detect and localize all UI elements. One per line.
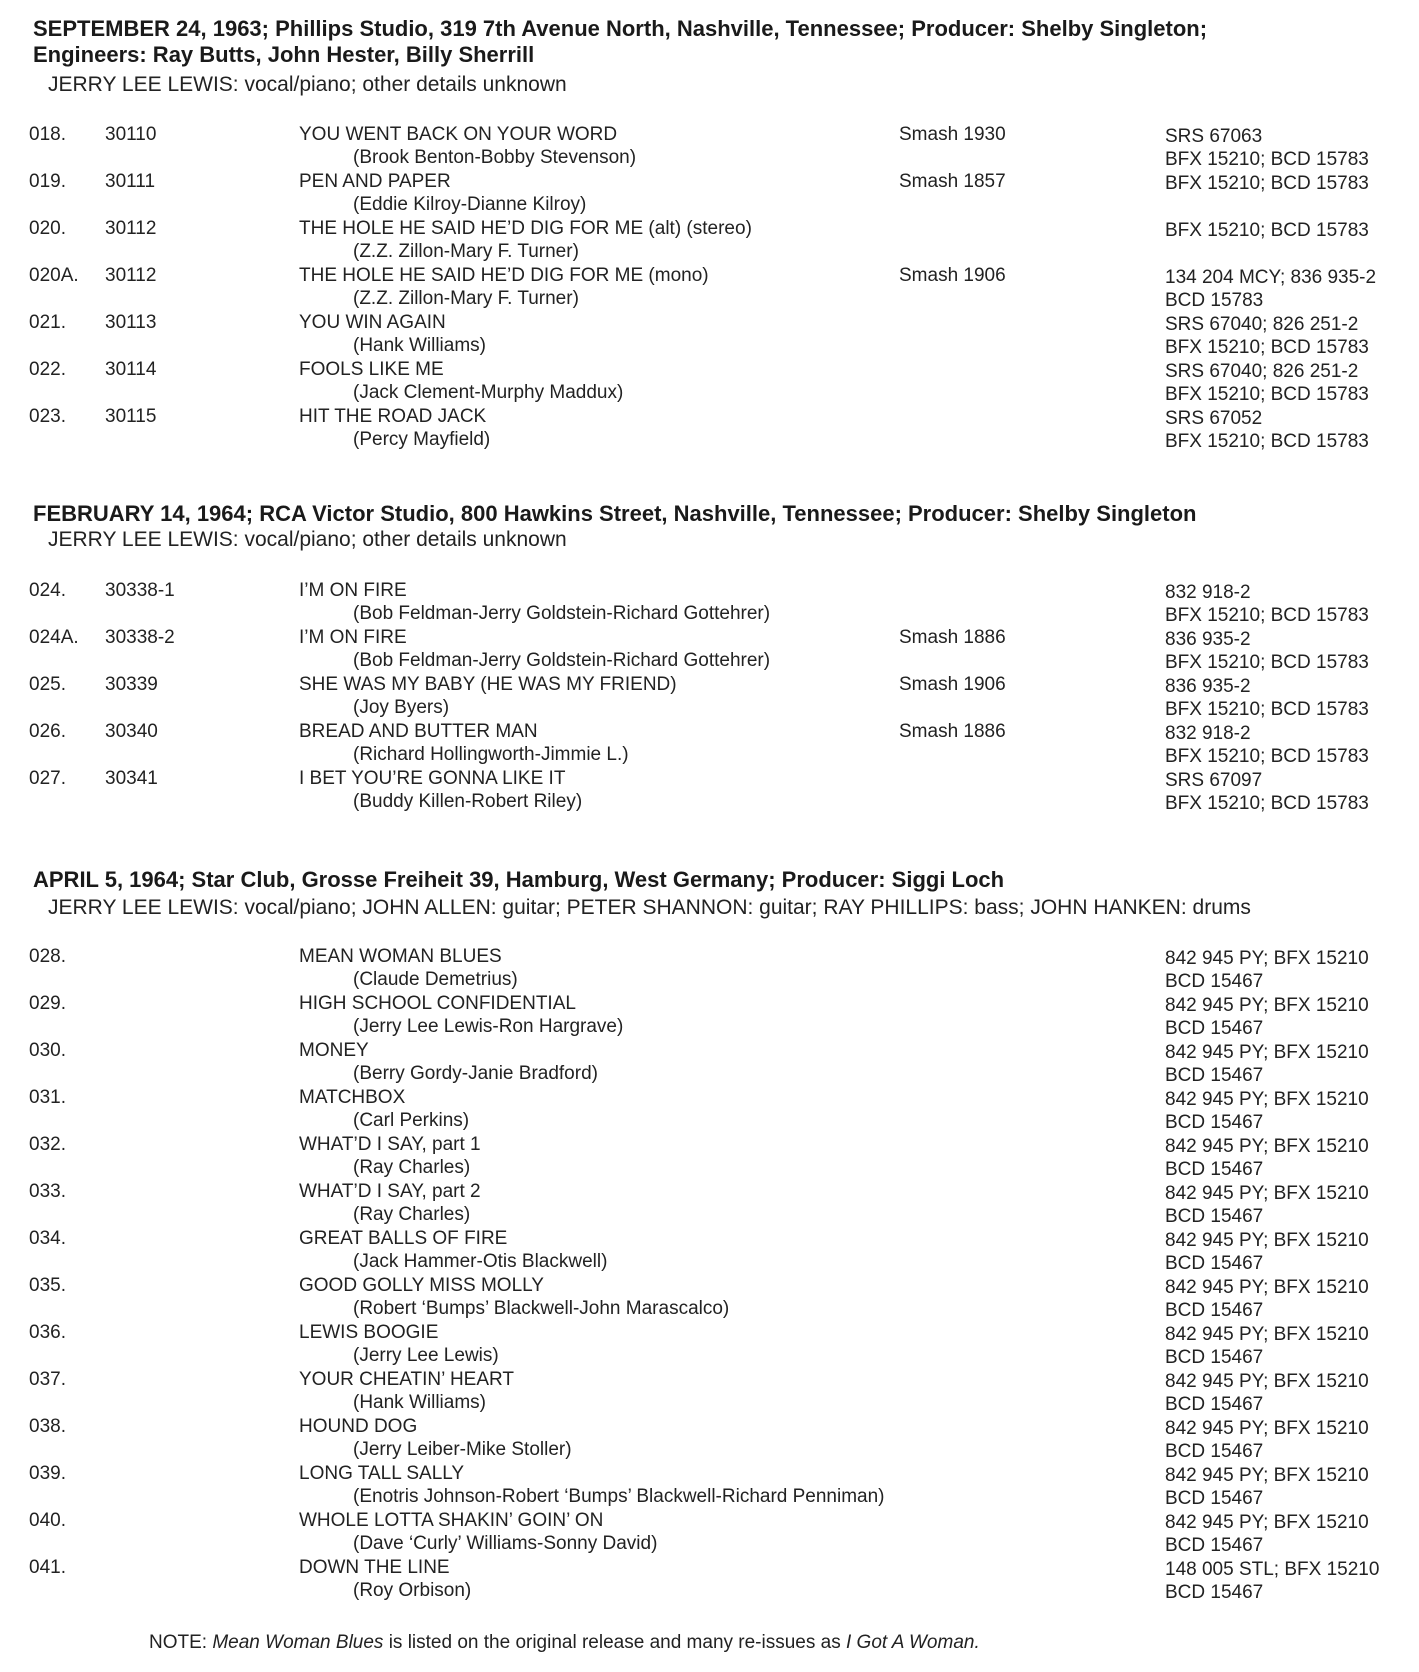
track-number: 029. xyxy=(29,993,66,1014)
release-line-1: 832 918-2 xyxy=(1165,582,1251,603)
release-line-2: BCD 15467 xyxy=(1165,1535,1264,1556)
original-single: Smash 1906 xyxy=(899,674,1006,695)
track-number: 039. xyxy=(29,1463,66,1484)
release-line-2: BFX 15210; BCD 15783 xyxy=(1165,652,1369,673)
track-row xyxy=(0,992,1419,1039)
song-title: YOUR CHEATIN’ HEART xyxy=(299,1369,515,1390)
track-number: 031. xyxy=(29,1087,66,1108)
composer-credit: (Joy Byers) xyxy=(353,697,450,718)
release-line-2: BCD 15467 xyxy=(1165,971,1264,992)
composer-credit: (Claude Demetrius) xyxy=(353,969,518,990)
song-title: MATCHBOX xyxy=(299,1087,406,1108)
release-line-1: 832 918-2 xyxy=(1165,723,1251,744)
track-row xyxy=(0,264,1419,311)
song-title: BREAD AND BUTTER MAN xyxy=(299,721,538,742)
track-number: 034. xyxy=(29,1228,66,1249)
track-number: 018. xyxy=(29,124,66,145)
track-number: 037. xyxy=(29,1369,66,1390)
release-line-2: BCD 15467 xyxy=(1165,1253,1264,1274)
original-single: Smash 1906 xyxy=(899,265,1006,286)
release-line-2: BCD 15467 xyxy=(1165,1018,1264,1039)
release-line-1: 842 945 PY; BFX 15210 xyxy=(1165,1042,1369,1063)
release-line-1: SRS 67097 xyxy=(1165,770,1263,791)
matrix-number: 30341 xyxy=(105,768,158,789)
track-number: 038. xyxy=(29,1416,66,1437)
song-title: DOWN THE LINE xyxy=(299,1557,450,1578)
matrix-number: 30111 xyxy=(105,171,156,192)
composer-credit: (Jerry Leiber-Mike Stoller) xyxy=(353,1439,572,1460)
release-line-2: BCD 15467 xyxy=(1165,1112,1264,1133)
track-number: 028. xyxy=(29,946,66,967)
release-line-2: BCD 15467 xyxy=(1165,1347,1264,1368)
note-title-2: I Got A Woman. xyxy=(846,1632,980,1653)
composer-credit: (Ray Charles) xyxy=(353,1157,471,1178)
song-title: LEWIS BOOGIE xyxy=(299,1322,439,1343)
track-number: 033. xyxy=(29,1181,66,1202)
song-title: FOOLS LIKE ME xyxy=(299,359,444,380)
release-line-2: BFX 15210; BCD 15783 xyxy=(1165,793,1369,814)
track-row xyxy=(0,1321,1419,1368)
release-line-2: BCD 15467 xyxy=(1165,1441,1264,1462)
song-title: SHE WAS MY BABY (HE WAS MY FRIEND) xyxy=(299,674,677,695)
track-number: 040. xyxy=(29,1510,66,1531)
session-personnel: JERRY LEE LEWIS: vocal/piano; JOHN ALLEN: guitar; PETER SHANNON: guitar; RAY PHILLIPS: bass; JOHN HANKEN: drums xyxy=(48,896,1251,919)
original-single: Smash 1857 xyxy=(899,171,1006,192)
release-line-1: BFX 15210; BCD 15783 xyxy=(1165,173,1369,194)
release-line-2: BFX 15210; BCD 15783 xyxy=(1165,337,1369,358)
release-line-2: BFX 15210; BCD 15783 xyxy=(1165,746,1369,767)
release-line-1: SRS 67052 xyxy=(1165,408,1263,429)
song-title: PEN AND PAPER xyxy=(299,171,451,192)
release-line-2: BCD 15467 xyxy=(1165,1394,1264,1415)
original-single: Smash 1886 xyxy=(899,627,1006,648)
release-line-1: 842 945 PY; BFX 15210 xyxy=(1165,1136,1369,1157)
song-title: I BET YOU’RE GONNA LIKE IT xyxy=(299,768,566,789)
note-prefix: NOTE: xyxy=(149,1632,213,1653)
track-number: 035. xyxy=(29,1275,66,1296)
session-heading-line1: SEPTEMBER 24, 1963; Phillips Studio, 319 7th Avenue North, Nashville, Tennessee; Producer: Shelby Singleton; xyxy=(33,16,1208,41)
release-line-1: 836 935-2 xyxy=(1165,676,1251,697)
track-row xyxy=(0,170,1419,217)
track-row xyxy=(0,1039,1419,1086)
track-number: 020A. xyxy=(29,265,79,286)
session-heading-line2: Engineers: Ray Butts, John Hester, Billy Sherrill xyxy=(33,42,535,67)
matrix-number: 30338-1 xyxy=(105,580,175,601)
song-title: WHOLE LOTTA SHAKIN’ GOIN’ ON xyxy=(299,1510,604,1531)
release-line-2: BCD 15467 xyxy=(1165,1206,1264,1227)
matrix-number: 30112 xyxy=(105,218,157,239)
song-title: WHAT’D I SAY, part 2 xyxy=(299,1181,481,1202)
track-row xyxy=(0,673,1419,720)
composer-credit: (Enotris Johnson-Robert ‘Bumps’ Blackwell-Richard Penniman) xyxy=(353,1486,885,1507)
song-title: YOU WENT BACK ON YOUR WORD xyxy=(299,124,618,145)
song-title: I’M ON FIRE xyxy=(299,580,407,601)
track-row xyxy=(0,1415,1419,1462)
track-number: 024A. xyxy=(29,627,79,648)
release-line-2: BFX 15210; BCD 15783 xyxy=(1165,149,1369,170)
composer-credit: (Jack Hammer-Otis Blackwell) xyxy=(353,1251,608,1272)
release-line-1: 842 945 PY; BFX 15210 xyxy=(1165,1371,1369,1392)
matrix-number: 30339 xyxy=(105,674,158,695)
original-single: Smash 1886 xyxy=(899,721,1006,742)
track-number: 027. xyxy=(29,768,66,789)
session-heading-line1: APRIL 5, 1964; Star Club, Grosse Freiheit 39, Hamburg, West Germany; Producer: Siggi Loch xyxy=(33,867,1005,892)
track-row xyxy=(0,1556,1419,1603)
matrix-number: 30112 xyxy=(105,265,157,286)
composer-credit: (Bob Feldman-Jerry Goldstein-Richard Gottehrer) xyxy=(353,650,771,671)
song-title: GOOD GOLLY MISS MOLLY xyxy=(299,1275,544,1296)
session-heading-line1: FEBRUARY 14, 1964; RCA Victor Studio, 800 Hawkins Street, Nashville, Tennessee; Producer: Shelby Singleton xyxy=(33,501,1197,526)
release-line-1: 842 945 PY; BFX 15210 xyxy=(1165,1512,1369,1533)
track-row xyxy=(0,720,1419,767)
note-text: is listed on the original release and many re-issues as xyxy=(383,1632,846,1653)
track-row xyxy=(0,1274,1419,1321)
track-row xyxy=(0,1180,1419,1227)
release-line-2: BCD 15783 xyxy=(1165,290,1264,311)
release-line-1: BFX 15210; BCD 15783 xyxy=(1165,220,1369,241)
composer-credit: (Ray Charles) xyxy=(353,1204,471,1225)
matrix-number: 30338-2 xyxy=(105,627,175,648)
track-row xyxy=(0,945,1419,992)
track-row xyxy=(0,1509,1419,1556)
release-line-1: 134 204 MCY; 836 935-2 xyxy=(1165,267,1377,288)
composer-credit: (Carl Perkins) xyxy=(353,1110,470,1131)
composer-credit: (Roy Orbison) xyxy=(353,1580,472,1601)
matrix-number: 30110 xyxy=(105,124,157,145)
session-heading xyxy=(33,501,1403,527)
release-line-2: BFX 15210; BCD 15783 xyxy=(1165,384,1369,405)
release-line-1: 842 945 PY; BFX 15210 xyxy=(1165,1465,1369,1486)
release-line-1: 842 945 PY; BFX 15210 xyxy=(1165,948,1369,969)
matrix-number: 30340 xyxy=(105,721,158,742)
track-number: 026. xyxy=(29,721,66,742)
track-number: 020. xyxy=(29,218,66,239)
track-number: 032. xyxy=(29,1134,66,1155)
track-row xyxy=(0,1368,1419,1415)
matrix-number: 30114 xyxy=(105,359,157,380)
session-personnel: JERRY LEE LEWIS: vocal/piano; other details unknown xyxy=(48,528,567,551)
matrix-number: 30113 xyxy=(105,312,157,333)
track-number: 023. xyxy=(29,406,66,427)
release-line-1: SRS 67063 xyxy=(1165,126,1263,147)
track-number: 025. xyxy=(29,674,66,695)
track-number: 022. xyxy=(29,359,66,380)
release-line-2: BFX 15210; BCD 15783 xyxy=(1165,431,1369,452)
original-single: Smash 1930 xyxy=(899,124,1006,145)
composer-credit: (Eddie Kilroy-Dianne Kilroy) xyxy=(353,194,587,215)
composer-credit: (Hank Williams) xyxy=(353,335,486,356)
track-row xyxy=(0,1462,1419,1509)
release-line-1: 842 945 PY; BFX 15210 xyxy=(1165,995,1369,1016)
release-line-2: BCD 15467 xyxy=(1165,1488,1264,1509)
release-line-2: BCD 15467 xyxy=(1165,1159,1264,1180)
footnote xyxy=(149,1631,980,1655)
composer-credit: (Buddy Killen-Robert Riley) xyxy=(353,791,583,812)
track-row xyxy=(0,1133,1419,1180)
release-line-2: BCD 15467 xyxy=(1165,1065,1264,1086)
session-personnel: JERRY LEE LEWIS: vocal/piano; other details unknown xyxy=(48,73,567,96)
release-line-2: BCD 15467 xyxy=(1165,1300,1264,1321)
release-line-1: 148 005 STL; BFX 15210 xyxy=(1165,1559,1380,1580)
composer-credit: (Robert ‘Bumps’ Blackwell-John Marascalco) xyxy=(353,1298,730,1319)
release-line-1: SRS 67040; 826 251-2 xyxy=(1165,361,1359,382)
release-line-1: 842 945 PY; BFX 15210 xyxy=(1165,1089,1369,1110)
composer-credit: (Dave ‘Curly’ Williams-Sonny David) xyxy=(353,1533,658,1554)
matrix-number: 30115 xyxy=(105,406,157,427)
composer-credit: (Jack Clement-Murphy Maddux) xyxy=(353,382,624,403)
song-title: GREAT BALLS OF FIRE xyxy=(299,1228,508,1249)
track-row xyxy=(0,1227,1419,1274)
track-row xyxy=(0,405,1419,452)
track-number: 036. xyxy=(29,1322,66,1343)
composer-credit: (Bob Feldman-Jerry Goldstein-Richard Gottehrer) xyxy=(353,603,771,624)
release-line-1: SRS 67040; 826 251-2 xyxy=(1165,314,1359,335)
song-title: MONEY xyxy=(299,1040,369,1061)
release-line-2: BCD 15467 xyxy=(1165,1582,1264,1603)
release-line-1: 842 945 PY; BFX 15210 xyxy=(1165,1230,1369,1251)
composer-credit: (Richard Hollingworth-Jimmie L.) xyxy=(353,744,629,765)
song-title: HOUND DOG xyxy=(299,1416,418,1437)
song-title: THE HOLE HE SAID HE’D DIG FOR ME (alt) (stereo) xyxy=(299,218,752,239)
song-title: LONG TALL SALLY xyxy=(299,1463,465,1484)
song-title: THE HOLE HE SAID HE’D DIG FOR ME (mono) xyxy=(299,265,709,286)
track-number: 021. xyxy=(29,312,66,333)
composer-credit: (Jerry Lee Lewis-Ron Hargrave) xyxy=(353,1016,624,1037)
release-line-2: BFX 15210; BCD 15783 xyxy=(1165,605,1369,626)
release-line-2: BFX 15210; BCD 15783 xyxy=(1165,699,1369,720)
note-title-1: Mean Woman Blues xyxy=(212,1632,384,1653)
composer-credit: (Berry Gordy-Janie Bradford) xyxy=(353,1063,598,1084)
composer-credit: (Z.Z. Zillon-Mary F. Turner) xyxy=(353,241,579,262)
song-title: HIGH SCHOOL CONFIDENTIAL xyxy=(299,993,576,1014)
composer-credit: (Brook Benton-Bobby Stevenson) xyxy=(353,147,637,168)
track-number: 030. xyxy=(29,1040,66,1061)
song-title: WHAT’D I SAY, part 1 xyxy=(299,1134,481,1155)
track-number: 041. xyxy=(29,1557,66,1578)
session-heading xyxy=(33,867,1403,893)
track-row xyxy=(0,217,1419,264)
track-number: 019. xyxy=(29,171,66,192)
track-row xyxy=(0,767,1419,814)
composer-credit: (Z.Z. Zillon-Mary F. Turner) xyxy=(353,288,579,309)
release-line-1: 842 945 PY; BFX 15210 xyxy=(1165,1324,1369,1345)
track-row xyxy=(0,1086,1419,1133)
release-line-1: 842 945 PY; BFX 15210 xyxy=(1165,1418,1369,1439)
track-row xyxy=(0,123,1419,170)
release-line-1: 842 945 PY; BFX 15210 xyxy=(1165,1183,1369,1204)
track-row xyxy=(0,358,1419,405)
song-title: YOU WIN AGAIN xyxy=(299,312,446,333)
song-title: MEAN WOMAN BLUES xyxy=(299,946,502,967)
track-row xyxy=(0,579,1419,626)
composer-credit: (Percy Mayfield) xyxy=(353,429,491,450)
track-number: 024. xyxy=(29,580,66,601)
song-title: I’M ON FIRE xyxy=(299,627,407,648)
composer-credit: (Hank Williams) xyxy=(353,1392,486,1413)
session-heading xyxy=(33,16,1403,68)
release-line-1: 836 935-2 xyxy=(1165,629,1251,650)
release-line-1: 842 945 PY; BFX 15210 xyxy=(1165,1277,1369,1298)
song-title: HIT THE ROAD JACK xyxy=(299,406,487,427)
composer-credit: (Jerry Lee Lewis) xyxy=(353,1345,499,1366)
track-row xyxy=(0,311,1419,358)
track-row xyxy=(0,626,1419,673)
